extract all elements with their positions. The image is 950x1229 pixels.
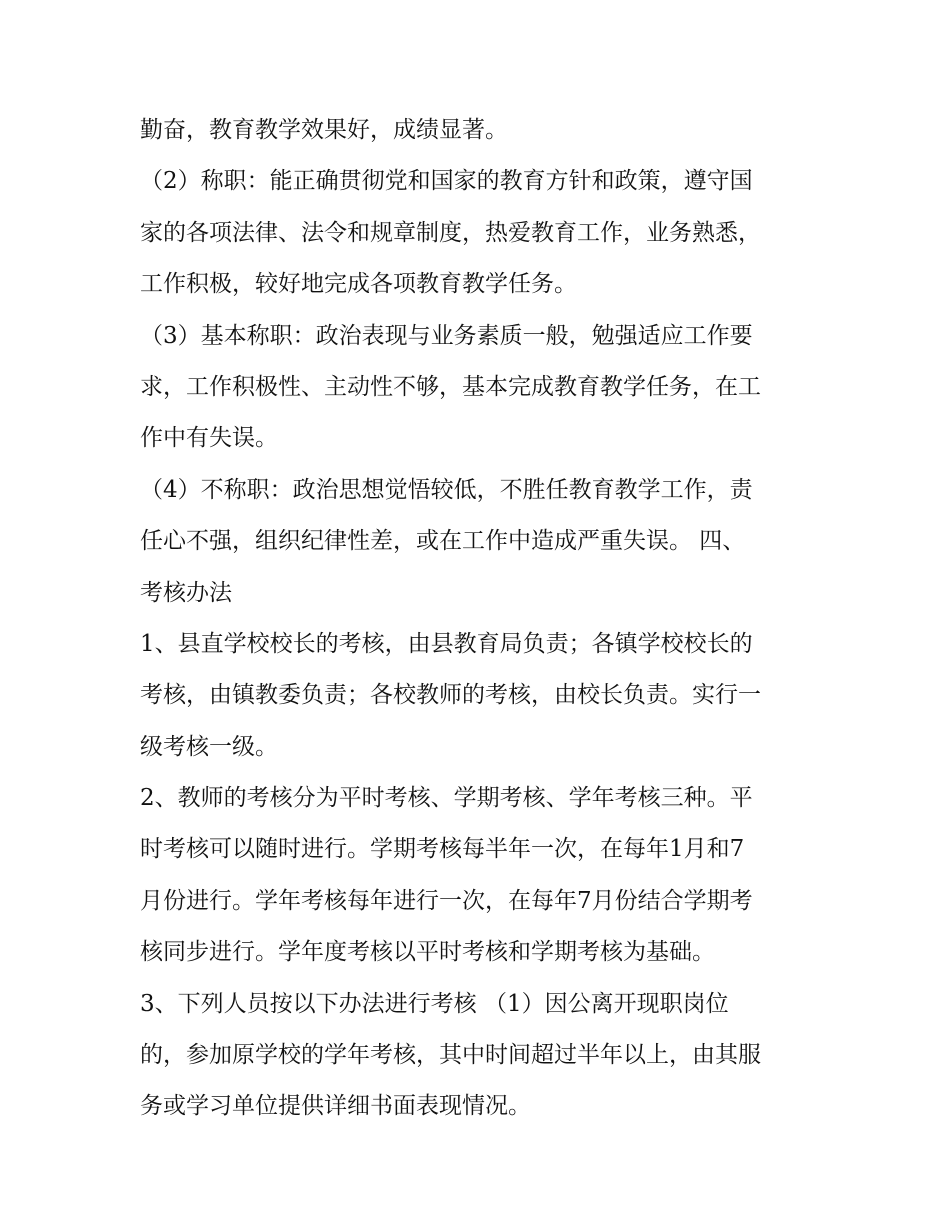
- text-line: 作中有失误。: [140, 425, 278, 452]
- text-line: 考核办法: [140, 579, 232, 606]
- text-line: 1、县直学校校长的考核，由县教育局负责；各镇学校校长的: [140, 630, 753, 657]
- text-line: （4）不称职：政治思想觉悟较低，不胜任教育教学工作，责: [140, 476, 753, 503]
- text-line: 月份进行。学年考核每年进行一次，在每年7月份结合学期考: [140, 887, 753, 914]
- text-line: 3、下列人员按以下办法进行考核 （1）因公离开现职岗位: [140, 990, 729, 1017]
- text-line: 工作积极，较好地完成各项教育教学任务。: [140, 271, 577, 298]
- text-line: 勤奋，教育教学效果好，成绩显著。: [140, 117, 508, 143]
- text-line: 务或学习单位提供详细书面表现情况。: [140, 1093, 531, 1120]
- text-line: 考核，由镇教委负责；各校教师的考核，由校长负责。实行一: [140, 682, 761, 709]
- document-body: [140, 105, 820, 1133]
- text-line: 级考核一级。: [140, 733, 278, 760]
- text-line: 2、教师的考核分为平时考核、学期考核、学年考核三种。平: [140, 785, 753, 812]
- text-line: （2）称职：能正确贯彻党和国家的教育方针和政策，遵守国: [140, 168, 753, 195]
- text-line: 求，工作积极性、主动性不够，基本完成教育教学任务，在工: [140, 373, 761, 400]
- text-line: 的，参加原学校的学年考核，其中时间超过半年以上，由其服: [140, 1042, 761, 1069]
- text-line: 核同步进行。学年度考核以平时考核和学期考核为基础。: [140, 939, 715, 966]
- text-line: 任心不强，组织纪律性差，或在工作中造成严重失误。 四、: [140, 528, 746, 555]
- text-line: 时考核可以随时进行。学期考核每半年一次，在每年1月和7: [140, 836, 745, 863]
- text-line: （3）基本称职：政治表现与业务素质一般，勉强适应工作要: [140, 322, 753, 349]
- text-line: 家的各项法律、法令和规章制度，热爱教育工作，业务熟悉，: [140, 219, 761, 246]
